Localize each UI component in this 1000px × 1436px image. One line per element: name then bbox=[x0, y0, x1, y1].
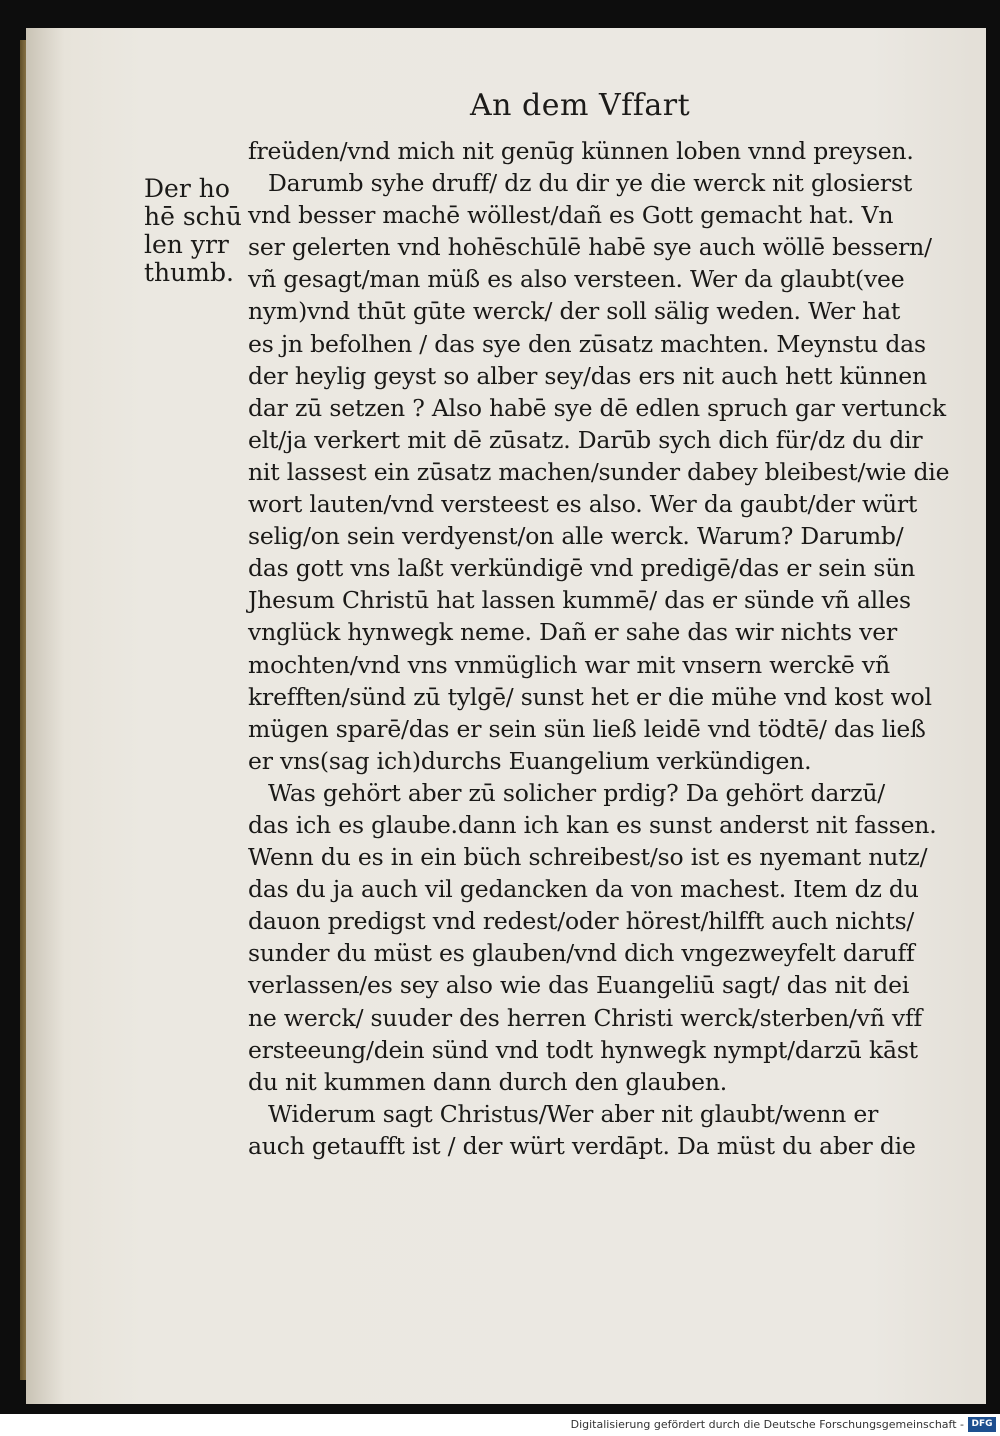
text-line: er vns(sag ich)durchs Euangelium verkündigen. bbox=[248, 746, 812, 775]
text-line: auch getaufft ist / der würt verdāpt. Da müst du aber die bbox=[248, 1131, 916, 1160]
text-line: Jhesum Christū hat lassen kummē/ das er sünde vñ alles bbox=[248, 586, 911, 615]
marginal-note-line: hē schū bbox=[144, 202, 242, 231]
text-line: nit lassest ein zūsatz machen/sunder dabey bleibest/wie die bbox=[248, 457, 950, 486]
text-line: Widerum sagt Christus/Wer aber nit glaubt/wenn er bbox=[268, 1099, 879, 1128]
text-line: vñ gesagt/man müß es also versteen. Wer da glaubt(vee bbox=[248, 265, 905, 294]
text-line: dauon predigst vnd redest/oder hörest/hilfft auch nichts/ bbox=[248, 907, 915, 936]
marginal-note-line: thumb. bbox=[144, 258, 234, 287]
footer-bar bbox=[0, 1414, 1000, 1436]
dfg-logo: DFG bbox=[968, 1417, 996, 1432]
text-line: Wenn du es in ein büch schreibest/so ist es nyemant nutz/ bbox=[248, 843, 928, 872]
text-line: Darumb syhe druff/ dz du dir ye die werck nit glosierst bbox=[268, 169, 913, 198]
text-line: nym)vnd thūt gūte werck/ der soll sälig weden. Wer hat bbox=[248, 297, 901, 326]
text-line: freüden/vnd mich nit genūg künnen loben vnnd preysen. bbox=[248, 137, 914, 165]
text-line: der heylig geyst so alber sey/das ers nit auch hett künnen bbox=[248, 361, 927, 390]
text-line: dar zū setzen ? Also habē sye dē edlen spruch gar vertunck bbox=[248, 393, 946, 422]
text-line: das du ja auch vil gedancken da von machest. Item dz du bbox=[248, 875, 919, 904]
text-line: selig/on sein verdyenst/on alle werck. Warum? Darumb/ bbox=[248, 522, 904, 551]
text-line: sunder du müst es glauben/vnd dich vngezweyfelt daruff bbox=[248, 939, 915, 968]
text-line: ersteeung/dein sünd vnd todt hynwegk nympt/darzū kāst bbox=[248, 1035, 918, 1064]
text-line: ser gelerten vnd hohēschūlē habē sye auch wöllē bessern/ bbox=[248, 233, 932, 262]
text-line: das ich es glaube.dann ich kan es sunst anderst nit fassen. bbox=[248, 810, 937, 839]
marginal-note-line: Der ho bbox=[144, 174, 230, 203]
text-line: Was gehört aber zū solicher prdig? Da gehört darzū/ bbox=[268, 778, 886, 807]
text-line: das gott vns laßt verkündigē vnd predigē/das er sein sün bbox=[248, 554, 916, 583]
digitization-credit: Digitalisierung gefördert durch die Deutsche Forschungsgemeinschaft - bbox=[570, 1418, 964, 1431]
text-line: verlassen/es sey also wie das Euangeliū sagt/ das nit dei bbox=[248, 971, 910, 1000]
text-line: elt/ja verkert mit dē zūsatz. Darūb sych dich für/dz du dir bbox=[248, 425, 923, 454]
text-line: ne werck/ suuder des herren Christi werck/sterben/vñ vff bbox=[248, 1003, 922, 1032]
text-line: krefften/sünd zū tylgē/ sunst het er die mühe vnd kost wol bbox=[248, 682, 932, 711]
running-head: An dem Vffart bbox=[470, 88, 691, 123]
text-line: vnglück hynwegk neme. Dañ er sahe das wir nichts ver bbox=[248, 618, 897, 647]
text-line: vnd besser machē wöllest/dañ es Gott gemacht hat. Vn bbox=[248, 201, 894, 230]
text-line: wort lauten/vnd versteest es also. Wer da gaubt/der würt bbox=[248, 490, 918, 519]
marginal-note bbox=[144, 175, 240, 287]
text-line: du nit kummen dann durch den glauben. bbox=[248, 1067, 728, 1096]
text-line: es jn befolhen / das sye den zūsatz machten. Meynstu das bbox=[248, 329, 926, 358]
text-line: mochten/vnd vns vnmüglich war mit vnsern werckē vñ bbox=[248, 650, 890, 679]
body-text bbox=[248, 135, 958, 1162]
text-line: mügen sparē/das er sein sün ließ leidē vnd tödtē/ das ließ bbox=[248, 714, 926, 743]
marginal-note-line: len yrr bbox=[144, 230, 229, 259]
